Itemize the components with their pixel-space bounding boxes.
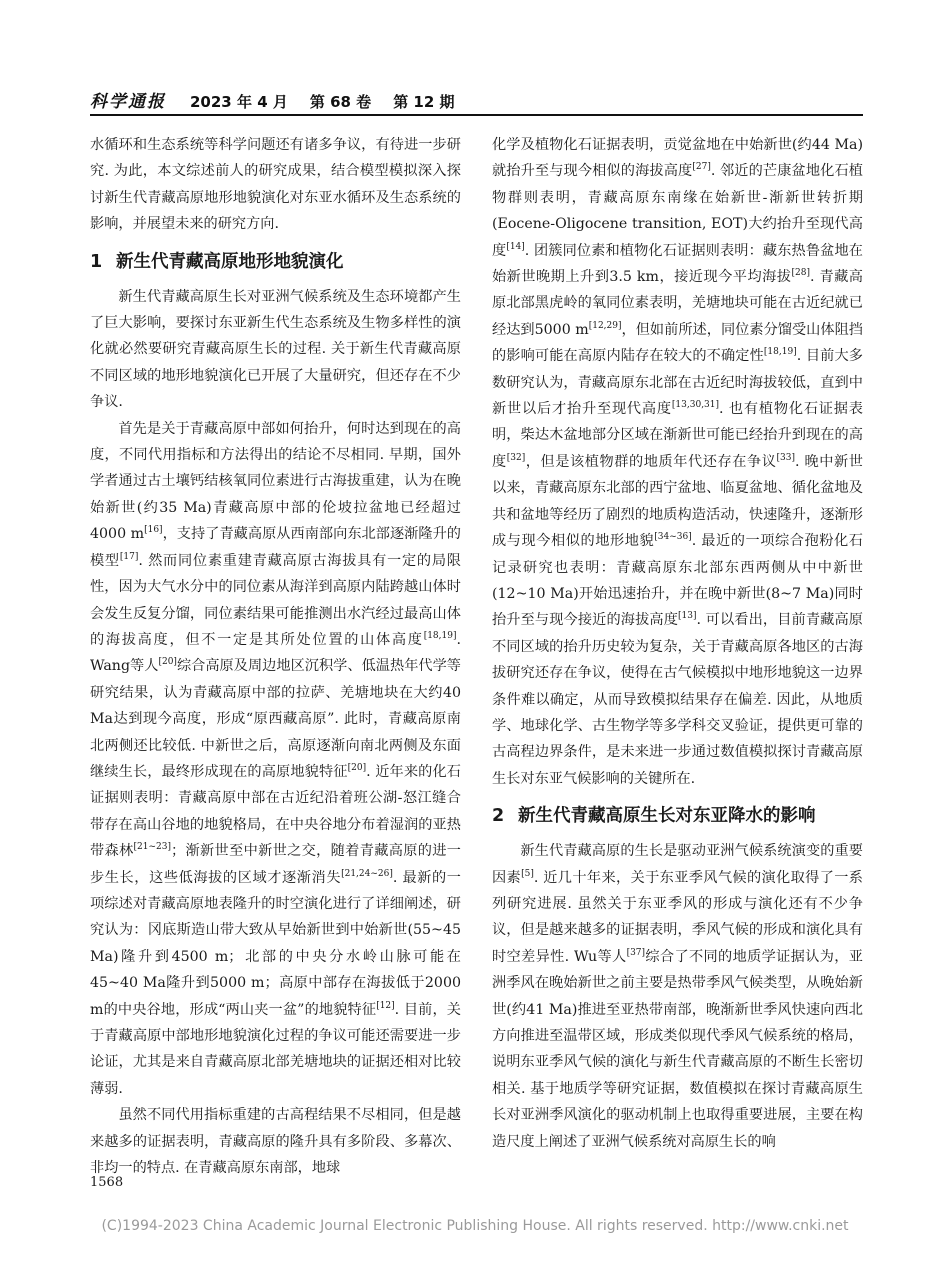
citation-link[interactable]: [33] [776,452,795,463]
citation-link[interactable]: [17] [119,551,139,562]
section-heading-2 [492,802,863,830]
text-run: 化学及植物化石证据表明，贡觉盆地在中始新世(约44 Ma)就抬升至与现今相似的海拔高度 [492,137,863,180]
text-run: . Wang等人 [90,631,461,675]
running-header [90,82,870,112]
section-number: 2 [492,806,505,827]
citation-link[interactable]: [13] [678,611,697,622]
citation-link[interactable]: [18,19] [763,347,797,358]
text-run: . 近几十年来，关于东亚季风气候的演化取得了一系列研究进展. 虽然关于东亚季风的形成与演化还有不少争议，但是越来越多的证据表明，季风气候的形成和演化具有时空差异性. Wu等人 [492,869,863,965]
citation-link[interactable]: [14] [506,241,525,252]
volume-number: 第 68 卷 [309,93,372,111]
citation-link[interactable]: [20] [158,657,177,668]
citation-link[interactable]: [20] [347,762,367,773]
citation-link[interactable]: [28] [791,268,810,279]
paragraph: 新生代青藏高原生长对亚洲气候系统及生态环境都产生了巨大影响，要探讨东亚新生代生态系统及生物多样性的演化就必然要研究青藏高原生长的过程. 关于新生代青藏高原不同区域的地形地貌演化已开展了大量研究，但还存在不少争议. [90,288,461,411]
section-title: 新生代青藏高原生长对东亚降水的影响 [518,806,816,827]
citation-link[interactable]: [16] [144,525,163,536]
section-heading-1 [90,248,461,276]
citation-link[interactable]: [12] [376,1000,395,1011]
citation-link[interactable]: [37] [626,947,646,958]
citation-link[interactable]: [34~36] [654,532,692,543]
paragraph [492,838,863,1155]
text-run: . 最新的一项综述对青藏高原地表隆升的时空演化进行了详细阐述，研究认为：冈底斯造山带大致从早始新世到中始新世(55~45 Ma)隆升到4500 m；北部的中央分水岭山脉可能在45~40 Ma隆升到5000 m；高原中部存在海拔低于2000 m的中央谷地，形成“两山夹一盆”的地貌特征 [90,869,461,1018]
text-run: ，但如前所述，同位素分馏受山体阻挡的影响可能在高原内陆存在较大的不确定性 [492,321,863,365]
paragraph [90,416,461,1103]
text-run: . 也有植物化石证据表明，柴达木盆地部分区域在渐新世可能已经抬升到现在的高度 [492,401,863,470]
paragraph: 虽然不同代用指标重建的古高程结果不尽相同，但是越来越多的证据表明，青藏高原的隆升具有多阶段、多幕次、非均一的特点. 在青藏高原东南部，地球 [90,1107,461,1177]
left-column [90,132,461,1181]
section-number: 1 [90,251,103,272]
citation-link[interactable]: [18,19] [423,630,457,641]
citation-link[interactable]: [12,29] [588,320,622,331]
citation-link[interactable]: [27] [692,162,711,173]
text-run: . 目前，关于青藏高原中部地形地貌演化过程的争议可能还需要进一步论证，尤其是来自青藏高原北部羌塘地块的证据还相对比较薄弱. [90,1001,461,1097]
text-run: . 青藏高原北部黑虎岭的氧同位素表明，羌塘地块可能在古近纪就已经达到5000 m [492,269,863,338]
page-number: 1568 [90,1175,124,1190]
text-run: 新生代青藏高原的生长是驱动亚洲气候系统演变的重要因素 [492,843,863,886]
text-run: . 最近的一项综合孢粉化石记录研究也表明：青藏高原东北部东西两侧从中中新世(12~10 Ma)开始迅速抬升，并在晚中新世(8~7 Ma)同时抬升至与现今接近的海拔高度 [492,533,863,629]
text-run: . 可以看出，目前青藏高原不同区域的抬升历史较为复杂，关于青藏高原各地区的古海拔研究还存在争议，使得在古气候模拟中地形地貌这一边界条件难以确定，从而导致模拟结果存在偏差. 因此，从地质学、地球化学、古生物学等多学科交叉验证，提供更可靠的古高程边界条件，是未来进一步通过数值模拟探讨青藏高原生长对东亚气候影响的关键所在. [492,612,863,787]
text-run: . 邻近的芒康盆地化石植物群则表明，青藏高原东南缘在始新世-渐新世转折期(Eocene-Oligocene transition, EOT)大约抬升至现代高度 [492,163,863,259]
paragraph: 水循环和生态系统等科学问题还有诸多争议，有待进一步研究. 为此，本文综述前人的研究成果，结合模型模拟深入探讨新生代青藏高原地形地貌演化对东亚水循环及生态系统的影响，并展望未来的研究方向. [90,137,461,233]
text-run: . 近年来的化石证据则表明：青藏高原中部在古近纪沿着班公湖-怒江缝合带存在高山谷地的地貌格局，在中央谷地分布着湿润的亚热带森林 [90,763,461,860]
citation-link[interactable]: [32] [506,452,526,463]
section-title: 新生代青藏高原地形地貌演化 [116,251,344,272]
text-run: ，支持了青藏高原从西南部向东北部逐渐隆升的模型 [90,526,461,569]
citation-link[interactable]: [21~23] [133,842,172,853]
text-run: . 团簇同位素和植物化石证据则表明：藏东热鲁盆地在始新世晚期上升到3.5 km，接近现今平均海拔 [492,242,863,286]
citation-link[interactable]: [13,30,31] [671,400,720,411]
citation-link[interactable]: [21,24~26] [341,868,393,879]
issue-date: 2023 年 4 月 [190,93,288,111]
text-run: . 晚中新世以来，青藏高原东北部的西宁盆地、临夏盆地、循化盆地及共和盆地等经历了剧烈的地质构造活动，快速隆升，逐渐形成与现今相似的地形地貌 [492,453,863,550]
text-run: 综合高原及周边地区沉积学、低温热年代学等研究结果，认为青藏高原中部的拉萨、羌塘地块在大约40 Ma达到现今高度，形成“原西藏高原”. 此时，青藏高原南北两侧还比较低. 中新世之后，高原逐渐向南北两侧及东面继续生长，最终形成现在的高原地貌特征 [90,658,461,780]
right-column [492,132,863,1155]
citation-link[interactable]: [5] [521,868,534,879]
text-run: ；渐新世至中新世之交，随着青藏高原的进一步生长，这些低海拔的区域才逐渐消失 [90,843,461,886]
text-run: . 目前大多数研究认为，青藏高原东北部在古近纪时海拔较低，直到中新世以后才抬升至现代高度 [492,348,863,418]
text-run: ，但是该植物群的地质年代还存在争议 [525,453,777,470]
journal-logo: 科学通报 [90,92,166,112]
issue-number: 第 12 期 [393,93,455,111]
text-run: 综合了不同的地质学证据认为，亚洲季风在晚始新世之前主要是热带季风气候类型，从晚始新世(约41 Ma)推进至亚热带南部，晚渐新世季风快速向西北方向推进至温带区域，形成类似现代季风气候系统的格局，说明东亚季风气候的演化与新生代青藏高原的不断生长密切相关. 基于地质学等研究证据，数值模拟在探讨青藏高原生长对亚洲季风演化的驱动机制上也取得重要进展，主要在构造尺度上阐述了亚洲气候系统对高原生长的响 [492,948,863,1150]
paragraph [492,132,863,792]
header-rule [90,114,863,116]
text-run: 首先是关于青藏高原中部如何抬升，何时达到现在的高度，不同代用指标和方法得出的结论不尽相同. 早期，国外学者通过古土壤钙结核氧同位素进行古海拔重建，认为在晚始新世(约35 Ma)青藏高原中部的伦坡拉盆地已经超过4000 m [90,420,461,543]
copyright-notice: (C)1994-2023 China Academic Journal Electronic Publishing House. All rights reserved. http://www.cnki.net [101,1218,849,1234]
text-run: . 然而同位素重建青藏高原古海拔具有一定的局限性，因为大气水分中的同位素从海洋到高原内陆跨越山体时会发生反复分馏，同位素结果可能推测出水汽经过最高山体的海拔高度，但不一定是其所处位置的山体高度 [90,552,461,648]
